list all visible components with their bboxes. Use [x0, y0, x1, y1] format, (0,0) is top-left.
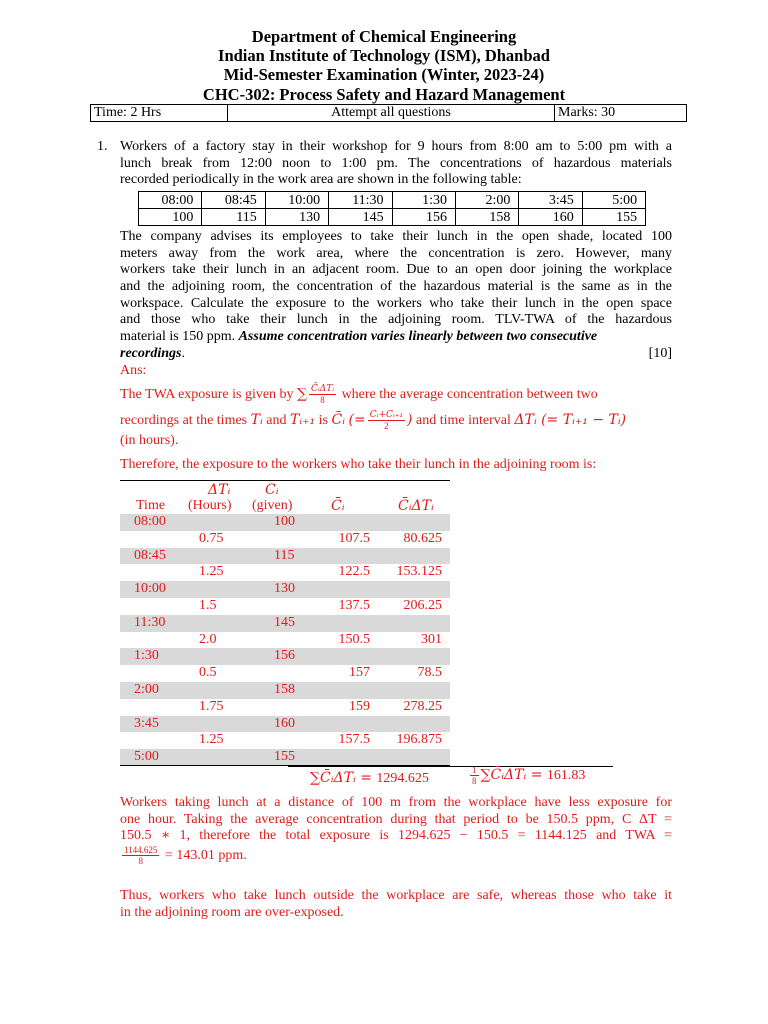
- exposure-product-cell: 278.25: [403, 698, 442, 714]
- exposure-product-cell: 301: [421, 631, 442, 647]
- observation-values-row: [139, 209, 646, 226]
- rec-and: and: [262, 413, 291, 428]
- exam-title: Mid-Semester Examination (Winter, 2023-24): [223, 65, 545, 84]
- twa-frac-num: C̄ᵢΔTᵢ: [311, 384, 335, 395]
- rec-ti: Tᵢ: [250, 412, 263, 428]
- obs-time-cell: 08:45: [202, 192, 265, 209]
- table-top-rule: [120, 480, 450, 481]
- question-body-text: material is 150 ppm.: [120, 329, 236, 345]
- obs-time-cell: 3:45: [519, 192, 582, 209]
- obs-value-cell: 100: [139, 209, 202, 226]
- one-eighth-num: 1: [472, 765, 477, 776]
- question-intro-line: recorded periodically in the work area are shown in the following table:: [120, 172, 522, 188]
- twa-fraction: [309, 384, 336, 405]
- avg-fraction: [368, 410, 405, 431]
- institute-title: Indian Institute of Technology (ISM), Dhanbad: [218, 46, 550, 65]
- rec-post: and time interval: [412, 413, 515, 428]
- conclusion-line: Workers taking lunch at a distance of 100 m from the workplace have less exposure for: [120, 795, 672, 810]
- obs-value-cell: 160: [519, 209, 582, 226]
- average-concentration-cell: 122.5: [338, 564, 370, 580]
- concentration-cell: 155: [274, 749, 295, 765]
- question-body-line: workers take their lunch in an adjacent room. Due to an open door joining the workplace: [120, 262, 672, 278]
- obs-value-cell: 115: [202, 209, 265, 226]
- average-concentration-cell: 159: [349, 698, 370, 714]
- course-title: CHC-302: Process Safety and Hazard Management: [202, 85, 566, 104]
- answer-twa-post: where the average concentration between two: [338, 387, 598, 402]
- sum-label: ∑C̄ᵢΔTᵢ =: [310, 770, 377, 786]
- header-dt: ΔTᵢ: [208, 482, 231, 498]
- time-point-row: [120, 548, 450, 565]
- question-intro-line: lunch break from 12:00 noon to 1:00 pm. The concentrations of hazardous materials: [120, 155, 672, 171]
- paren-open: (=: [348, 412, 366, 428]
- concentration-cell: 100: [274, 514, 295, 529]
- question-body: [120, 229, 672, 363]
- final-twa-value: = 143.01 ppm.: [161, 848, 247, 864]
- average-concentration-cell: 150.5: [338, 631, 370, 647]
- header-cdt: C̄ᵢΔTᵢ: [398, 498, 434, 514]
- rec-dt: ΔTᵢ (= Tᵢ₊₁ − Tᵢ): [514, 412, 627, 428]
- time-point-row: [120, 716, 450, 733]
- obs-value-cell: 145: [329, 209, 392, 226]
- time-cell: 3:45: [134, 715, 159, 731]
- final-twa-fraction: [122, 845, 159, 866]
- interval-hours-cell: 1.25: [199, 732, 224, 748]
- answer-hours: (in hours).: [120, 433, 179, 448]
- answer-twa-pre: The TWA exposure is given by: [120, 387, 298, 402]
- one-eighth-den: 8: [472, 776, 477, 787]
- exam-instruction: Attempt all questions: [331, 105, 451, 120]
- time-cell: 08:45: [134, 547, 166, 563]
- time-point-row: [120, 514, 450, 531]
- obs-time-cell: 1:30: [392, 192, 455, 209]
- rec-is: is: [315, 413, 332, 428]
- interval-hours-cell: 1.75: [199, 698, 224, 714]
- time-cell: 5:00: [134, 749, 159, 765]
- assumption-emphasis-end: recordings: [120, 345, 182, 361]
- observation-table: [138, 191, 646, 226]
- time-cell: 2:00: [134, 682, 159, 697]
- obs-value-cell: 130: [265, 209, 328, 226]
- exposure-product-cell: 80.625: [403, 530, 442, 546]
- exposure-product-cell: 206.25: [403, 598, 442, 613]
- obs-value-cell: 155: [582, 209, 645, 226]
- answer-recordings-line: [120, 409, 672, 432]
- observation-times-row: [139, 192, 646, 209]
- concentration-cell: 130: [274, 581, 295, 597]
- average-concentration-cell: 107.5: [338, 530, 370, 546]
- final-statement-line: in the adjoining room are over-exposed.: [120, 904, 344, 920]
- question-intro: [120, 139, 672, 189]
- time-cell: 1:30: [134, 648, 159, 664]
- interval-row: [120, 732, 450, 749]
- question-marks: [10]: [648, 345, 672, 361]
- rec-pre: recordings at the times: [120, 413, 251, 428]
- one-eighth-fraction: [470, 765, 479, 786]
- paren-close: ): [407, 412, 413, 428]
- twa-label: ∑C̄ᵢΔTᵢ =: [480, 767, 547, 783]
- final-statement-line: Thus, workers who take lunch outside the workplace are safe, whereas those who take it: [120, 888, 672, 903]
- obs-time-cell: 2:00: [455, 192, 518, 209]
- sum-row: [310, 770, 429, 788]
- interval-row: [120, 531, 450, 548]
- concentration-cell: 115: [274, 547, 295, 563]
- avg-frac-num: Cᵢ+Cᵢ₊₁: [369, 410, 404, 421]
- average-concentration-cell: 157: [349, 665, 370, 681]
- time-point-row: [120, 615, 450, 632]
- sum-value: 1294.625: [376, 771, 429, 786]
- dept-title: Department of Chemical Engineering: [251, 27, 517, 46]
- exposure-product-cell: 153.125: [396, 564, 442, 580]
- time-point-row: [120, 581, 450, 598]
- conclusion: [120, 795, 672, 867]
- interval-row: [120, 564, 450, 581]
- time-point-row: [120, 648, 450, 665]
- interval-hours-cell: 0.5: [199, 665, 217, 681]
- average-concentration-cell: 137.5: [338, 598, 370, 613]
- concentration-cell: 145: [274, 614, 295, 630]
- obs-time-cell: 11:30: [329, 192, 392, 209]
- obs-time-cell: 10:00: [265, 192, 328, 209]
- rec-cbar: C̄ᵢ: [331, 412, 346, 428]
- concentration-cell: 158: [274, 682, 295, 697]
- interval-row: [120, 632, 450, 649]
- interval-row: [120, 665, 450, 682]
- sum-symbol: ∑: [297, 386, 308, 402]
- time-cell: 10:00: [134, 581, 166, 597]
- question-number: 1.: [97, 139, 108, 154]
- answer-label: Ans:: [120, 363, 147, 378]
- time-cell: 08:00: [134, 514, 166, 529]
- avg-frac-den: 2: [384, 421, 389, 432]
- question-body-line: workspace. Calculate the exposure to the workers who take their lunch in the open space: [120, 295, 672, 311]
- obs-time-cell: 5:00: [582, 192, 645, 209]
- obs-value-cell: 156: [392, 209, 455, 226]
- time-point-row: [120, 682, 450, 699]
- interval-hours-cell: 1.5: [199, 598, 217, 613]
- interval-hours-cell: 2.0: [199, 631, 217, 647]
- header-ci-unit: (given): [252, 498, 293, 513]
- final-statement: [120, 888, 672, 921]
- concentration-cell: 156: [274, 648, 295, 664]
- conclusion-line: 150.5 ∗ 1, therefore the total exposure is 1294.625 − 150.5 = 1144.125 and TWA =: [120, 828, 672, 844]
- interval-hours-cell: 0.75: [199, 530, 224, 546]
- final-twa-num: 1144.625: [124, 845, 158, 856]
- rec-ti1: Tᵢ₊₁: [290, 412, 316, 428]
- assumption-emphasis: Assume concentration varies linearly between two consecutive: [238, 329, 598, 345]
- obs-time-cell: 08:00: [139, 192, 202, 209]
- exam-marks: Marks: 30: [554, 105, 686, 121]
- header-time: Time: [136, 498, 166, 513]
- twa-row: [468, 764, 585, 787]
- question-body-line: and the adjoining room, the concentration of the hazardous material is the same as in the: [120, 279, 672, 295]
- exam-info-bar: [90, 104, 687, 122]
- obs-value-cell: 158: [455, 209, 518, 226]
- average-concentration-cell: 157.5: [338, 732, 370, 748]
- conclusion-line-last: [120, 845, 672, 867]
- question-body-line: The company advises its employees to take their lunch in the open shade, located 100: [120, 229, 672, 244]
- header-cbar: C̄ᵢ: [331, 498, 345, 514]
- time-point-row: [120, 749, 450, 766]
- conclusion-line: one hour. Taking the average concentration during that period to be 150.5 ppm, C ΔT =: [120, 811, 672, 827]
- question-body-line: and those who take their lunch in the adjoining room. TLV-TWA of the hazardous: [120, 312, 672, 328]
- header-dt-unit: (Hours): [188, 498, 232, 513]
- header-ci: Cᵢ: [265, 482, 279, 498]
- exposure-product-cell: 78.5: [417, 665, 442, 681]
- time-cell: 11:30: [134, 614, 166, 630]
- answer-twa-line: [120, 383, 672, 406]
- question-body-line-end: recordings. [10]: [120, 345, 672, 361]
- interval-row: [120, 598, 450, 615]
- twa-frac-den: 8: [320, 395, 325, 406]
- interval-row: [120, 699, 450, 716]
- twa-value: 161.83: [546, 768, 586, 783]
- concentration-cell: 160: [274, 715, 295, 731]
- final-twa-den: 8: [138, 856, 143, 867]
- exam-time: Time: 2 Hrs: [91, 105, 228, 121]
- answer-therefore: Therefore, the exposure to the workers who take their lunch in the adjoining room is:: [120, 457, 597, 472]
- interval-hours-cell: 1.25: [199, 564, 224, 580]
- question-body-line: meters away from the work area, where the concentration is zero. However, many: [120, 245, 672, 261]
- question-body-line-last: [120, 329, 672, 346]
- question-intro-line: Workers of a factory stay in their workshop for 9 hours from 8:00 am to 5:00 pm with a: [120, 139, 672, 154]
- exposure-product-cell: 196.875: [396, 732, 442, 748]
